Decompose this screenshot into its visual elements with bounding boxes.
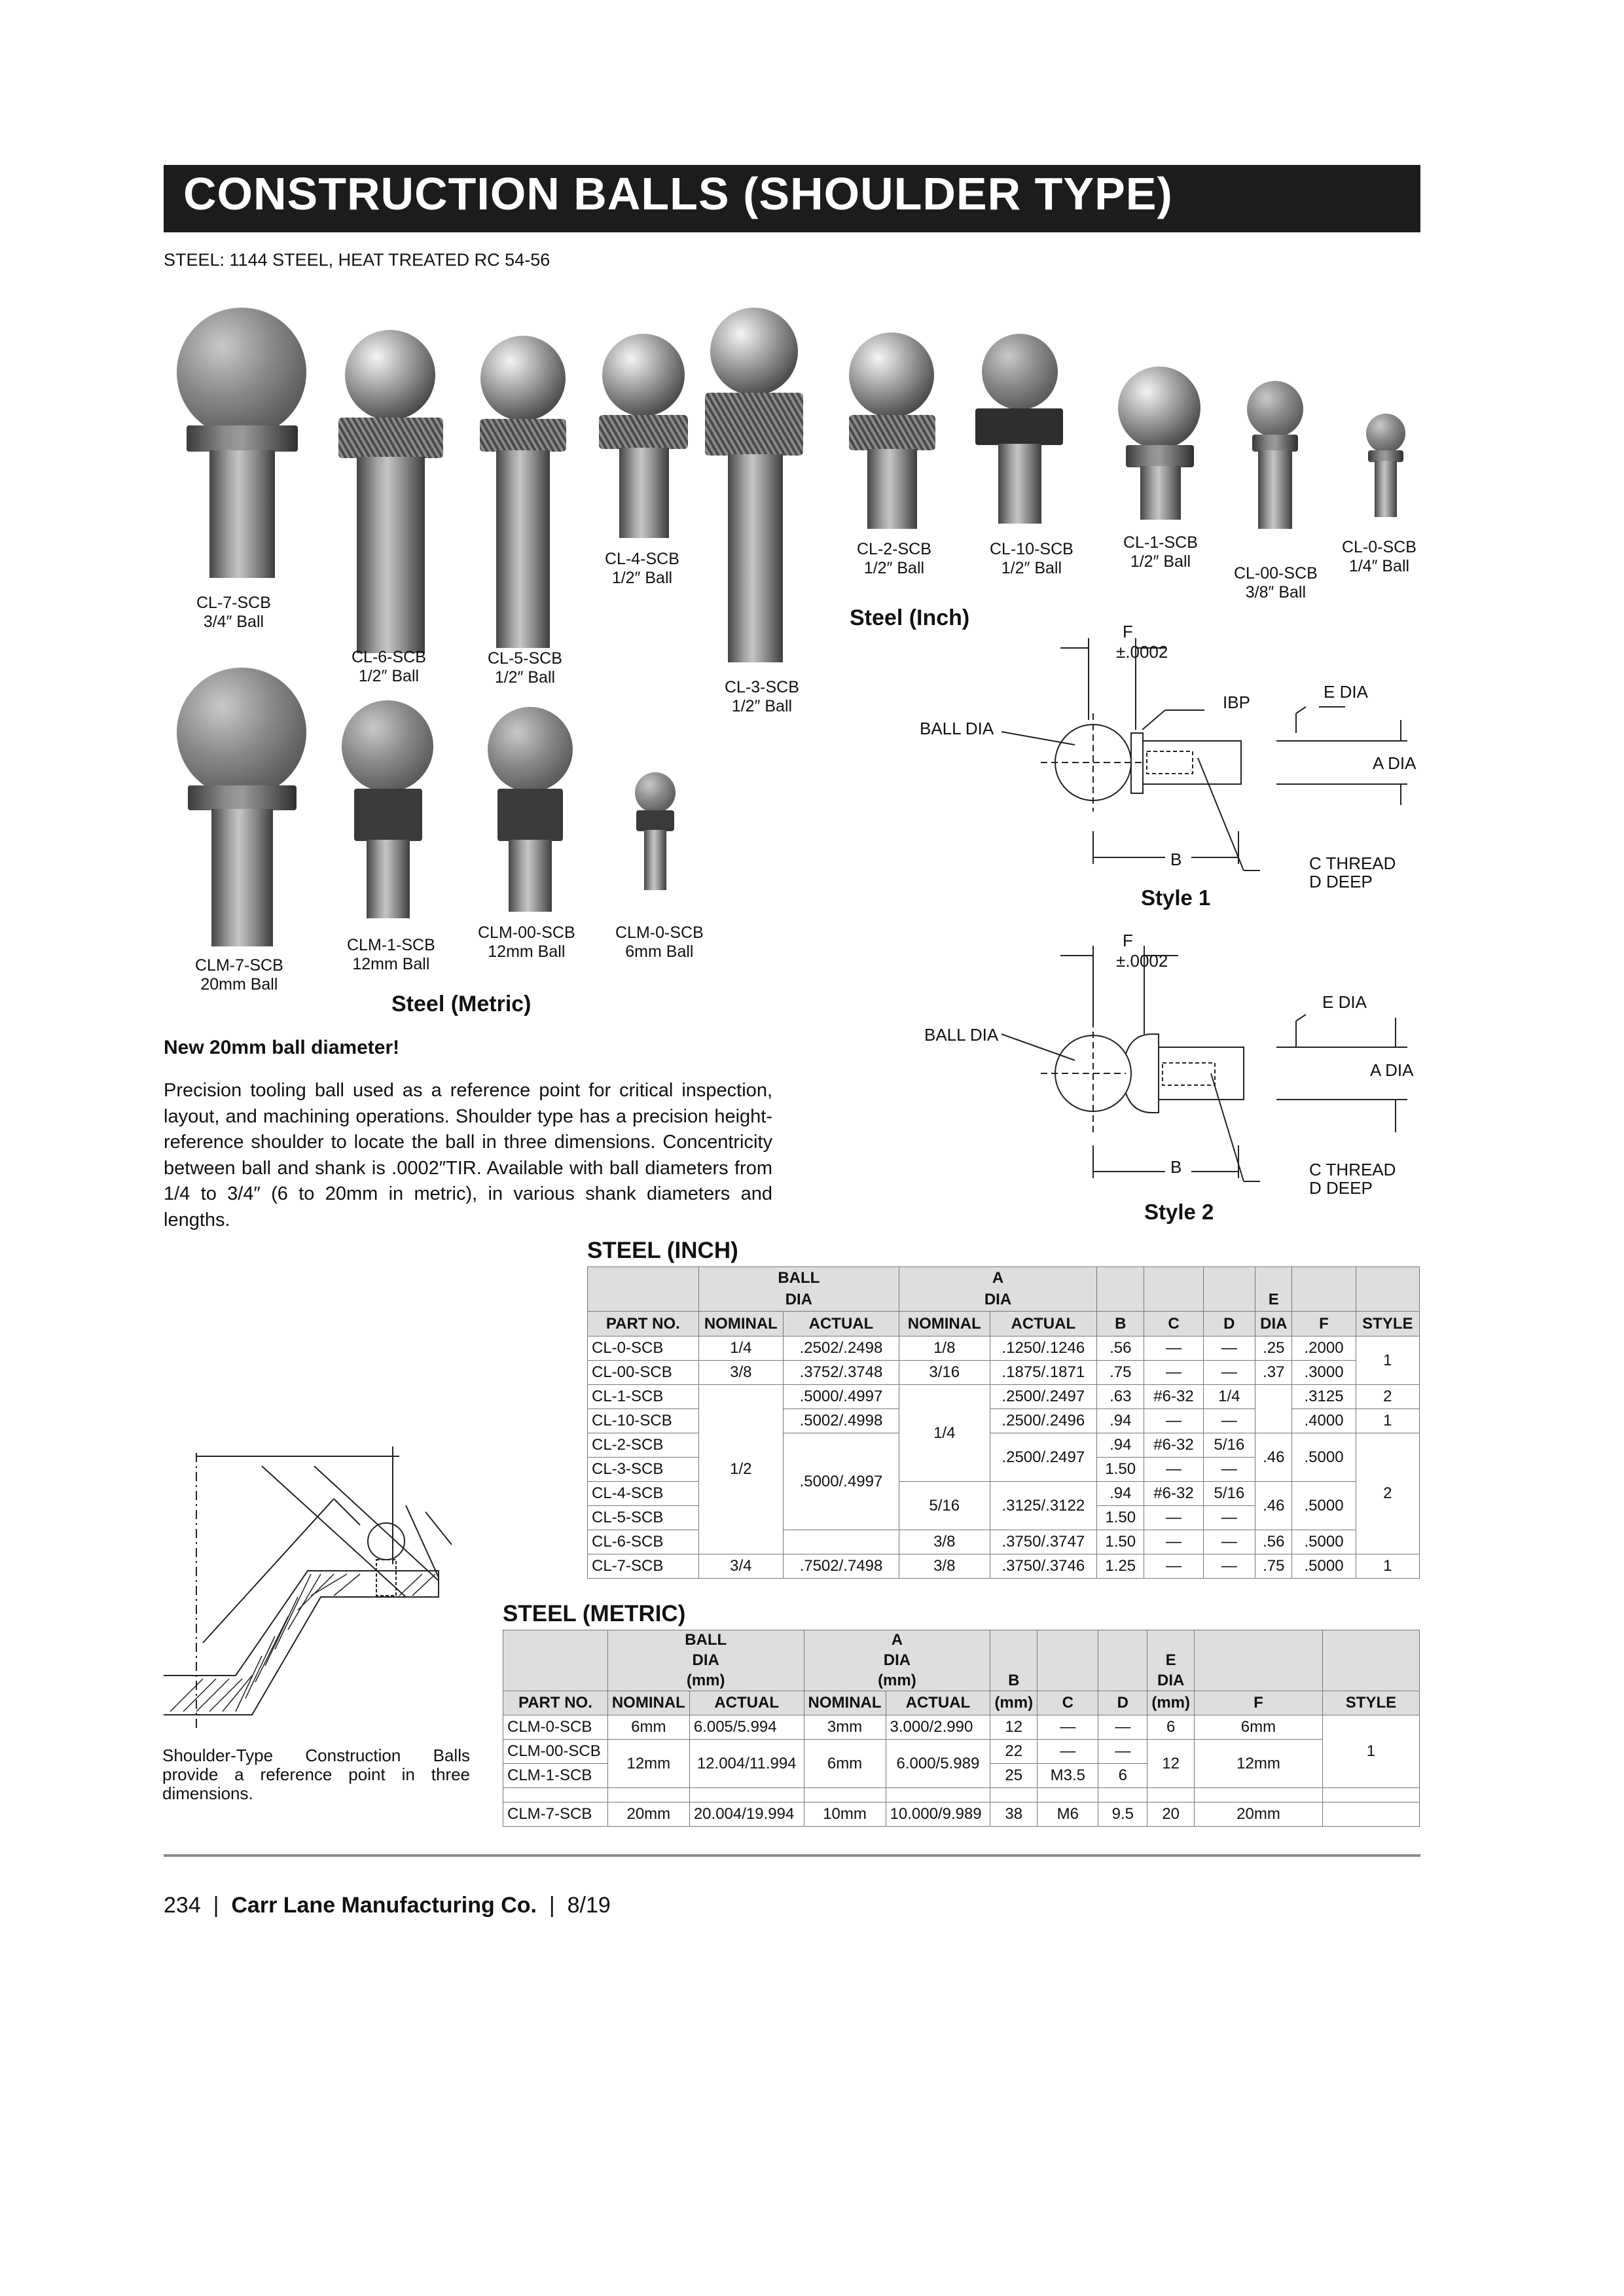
table-row: CL-10-SCB .5002/.4998 .2500/.2496 .94 — — .4000 1: [588, 1409, 1420, 1433]
table-row: CL-1-SCB 1/2 .5000/.4997 1/4 .2500/.2497 .63 #6-32 1/4 .3125 2: [588, 1385, 1420, 1409]
dim-ibp: IBP: [1223, 692, 1250, 712]
th-a-group: A: [899, 1267, 1096, 1289]
label-cl-00: CL-00-SCB 3/8″ Ball: [1234, 564, 1318, 601]
page-footer: 234 | Carr Lane Manufacturing Co. | 8/19: [164, 1893, 611, 1918]
table-row: CL-2-SCB .5000/.4997 .2500/.2497 .94 #6-32 5/16 .46 .5000 2: [588, 1433, 1420, 1458]
inch-table-title: STEEL (INCH): [587, 1238, 738, 1263]
dim-a-dia-style1: A DIA: [1373, 753, 1416, 773]
metric-table-title: STEEL (METRIC): [503, 1601, 686, 1626]
style1-label: Style 1: [1141, 886, 1211, 910]
label-cl-10: CL-10-SCB 1/2″ Ball: [990, 540, 1074, 577]
dim-e-dia-style2: E DIA: [1322, 992, 1367, 1012]
dim-f-style1: F ±.0002: [1116, 622, 1168, 662]
dim-ball-dia-style2: BALL DIA: [924, 1025, 999, 1045]
footer-divider: [164, 1854, 1420, 1857]
label-clm-00: CLM-00-SCB 12mm Ball: [478, 924, 575, 961]
table-row: CLM-1-SCB 25 M3.5 6: [503, 1764, 1420, 1788]
dim-e-dia-style1: E DIA: [1324, 682, 1368, 702]
dim-c-thread-style2: C THREAD D DEEP: [1309, 1160, 1396, 1198]
label-cl-3: CL-3-SCB 1/2″ Ball: [725, 678, 799, 715]
dim-a-dia-style2: A DIA: [1370, 1060, 1414, 1080]
dim-b-style1: B: [1170, 850, 1182, 869]
table-row: CLM-00-SCB 12mm 12.004/11.994 6mm 6.000/5.989 22 — — 12 12mm: [503, 1740, 1420, 1764]
style-diagrams: [903, 615, 1427, 1230]
label-cl-6: CL-6-SCB 1/2″ Ball: [352, 648, 426, 685]
label-cl-2: CL-2-SCB 1/2″ Ball: [857, 540, 931, 577]
dim-ball-dia-style1: BALL DIA: [920, 719, 994, 738]
th-ball-group: BALL: [698, 1267, 899, 1289]
label-cl-5: CL-5-SCB 1/2″ Ball: [488, 649, 562, 687]
group-label-metric: Steel (Metric): [391, 992, 532, 1016]
th-blank: [588, 1267, 699, 1289]
table-header-row: PART NO. NOMINAL ACTUAL NOMINAL ACTUAL (mm) C D (mm) F STYLE: [503, 1691, 1420, 1715]
product-description: Precision tooling ball used as a reference point for critical inspection, layout, and machining operations. Shoulder type has a precision height-reference shoulder to locate the ball in three dimensions. Concentricity between ball and shank is .0002″TIR. Available with ball diameters from 1/4 to 3/4″ (6 to 20mm in metric), in various shank diameters and lengths.: [164, 1080, 772, 1230]
table-row: CL-3-SCB 1.50 — —: [588, 1458, 1420, 1482]
dim-c-thread-style1: C THREAD D DEEP: [1309, 853, 1396, 891]
inset-caption: Shoulder-Type Construction Balls provide a reference point in three dimensions.: [162, 1746, 470, 1803]
inset-drawing: [164, 1440, 471, 1734]
label-cl-1: CL-1-SCB 1/2″ Ball: [1123, 533, 1198, 571]
label-clm-1: CLM-1-SCB 12mm Ball: [347, 936, 435, 973]
metric-spec-table: BALL A DIA DIA E (mm) (mm) B DIA PART NO. NOMINAL ACTUAL NOMINAL ACTUAL (mm) C D (mm) F STYLE CLM-0-SCB 6mm 6.005/5.994 3mm 3.000/2.990 12 — — 6 6mm 1 CLM-00-SCB 12mm 12.004/11.994 6mm 6.000/5.989 22 — — 12 12mm CLM-1-SCB 25 M3.5 6 CLM-7-SCB 20mm 20.004/19.994 10mm 10.000/9.989 38 M6 9.5 20 20mm: [503, 1630, 1420, 1827]
inch-spec-table: BALL A DIA DIA E PART NO. NOMINAL ACTUAL NOMINAL ACTUAL B C D DIA F STYLE CL-0-SCB 1/4 .2502/.2498 1/8 .1250/.1246 .56 — — .25 .2000 1 CL-00-SCB 3/8 .3752/.3748 3/16 .1875/.1871 .75 — — .37 .3000 CL-1-SCB 1/2 .5000/.4997 1/4 .2500/.2497 .63 #6-32 1/4 .3125 2 CL-10-SCB .5002/.4998 .2500/.2496 .94 — — .4000 1 CL-2-SCB .5000/.4997 .2500/.2497 .94 #6-32 5/16 .46 .5000 2 CL-3-SCB 1.50 — — CL-4-SCB 5/16 .3125/.3122 .94 #6-32 5/16 .46 .5000 CL-5-SCB 1.50 — — CL-6-SCB 3/8 .3750/.3747 1.50 — — .56 .5000 CL-7-SCB 3/4 .7502/.7498 3/8 .3750/.3746 1.25 — — .75 .5000 1: [587, 1266, 1420, 1579]
th-e: E: [1255, 1289, 1292, 1312]
label-cl-7: CL-7-SCB 3/4″ Ball: [196, 594, 271, 631]
th-a-group: A: [804, 1630, 990, 1651]
style2-label: Style 2: [1144, 1200, 1214, 1224]
dim-f-style2: F ±.0002: [1116, 931, 1168, 971]
table-row: CL-0-SCB 1/4 .2502/.2498 1/8 .1250/.1246 .56 — — .25 .2000 1: [588, 1336, 1420, 1361]
dim-b-style2: B: [1170, 1157, 1182, 1177]
table-row: CL-5-SCB 1.50 — —: [588, 1506, 1420, 1530]
table-row: CL-6-SCB 3/8 .3750/.3747 1.50 — — .56 .5000: [588, 1530, 1420, 1554]
company-name: Carr Lane Manufacturing Co.: [231, 1893, 537, 1918]
footer-date: 8/19: [567, 1893, 611, 1918]
label-clm-7: CLM-7-SCB 20mm Ball: [195, 956, 283, 994]
page-title: CONSTRUCTION BALLS (SHOULDER TYPE): [183, 168, 1173, 219]
label-cl-4: CL-4-SCB 1/2″ Ball: [605, 550, 679, 587]
label-cl-0: CL-0-SCB 1/4″ Ball: [1342, 538, 1416, 575]
table-row: CL-7-SCB 3/4 .7502/.7498 3/8 .3750/.3746 1.25 — — .75 .5000 1: [588, 1554, 1420, 1579]
page-number: 234: [164, 1893, 201, 1918]
table-row: CLM-0-SCB 6mm 6.005/5.994 3mm 3.000/2.990 12 — — 6 6mm 1: [503, 1715, 1420, 1740]
table-header-row: PART NO. NOMINAL ACTUAL NOMINAL ACTUAL B C D DIA F STYLE: [588, 1312, 1420, 1336]
new-diameter-note: New 20mm ball diameter!: [164, 1037, 400, 1058]
group-label-inch: Steel (Inch): [850, 605, 970, 630]
table-row: CL-00-SCB 3/8 .3752/.3748 3/16 .1875/.1871 .75 — — .37 .3000: [588, 1361, 1420, 1385]
label-clm-0: CLM-0-SCB 6mm Ball: [615, 924, 704, 961]
th-ball-group: BALL: [607, 1630, 804, 1651]
steel-spec: STEEL: 1144 STEEL, HEAT TREATED RC 54-56: [164, 250, 550, 270]
table-row: CL-4-SCB 5/16 .3125/.3122 .94 #6-32 5/16 .46 .5000: [588, 1482, 1420, 1506]
table-row: CLM-7-SCB 20mm 20.004/19.994 10mm 10.000/9.989 38 M6 9.5 20 20mm: [503, 1803, 1420, 1827]
